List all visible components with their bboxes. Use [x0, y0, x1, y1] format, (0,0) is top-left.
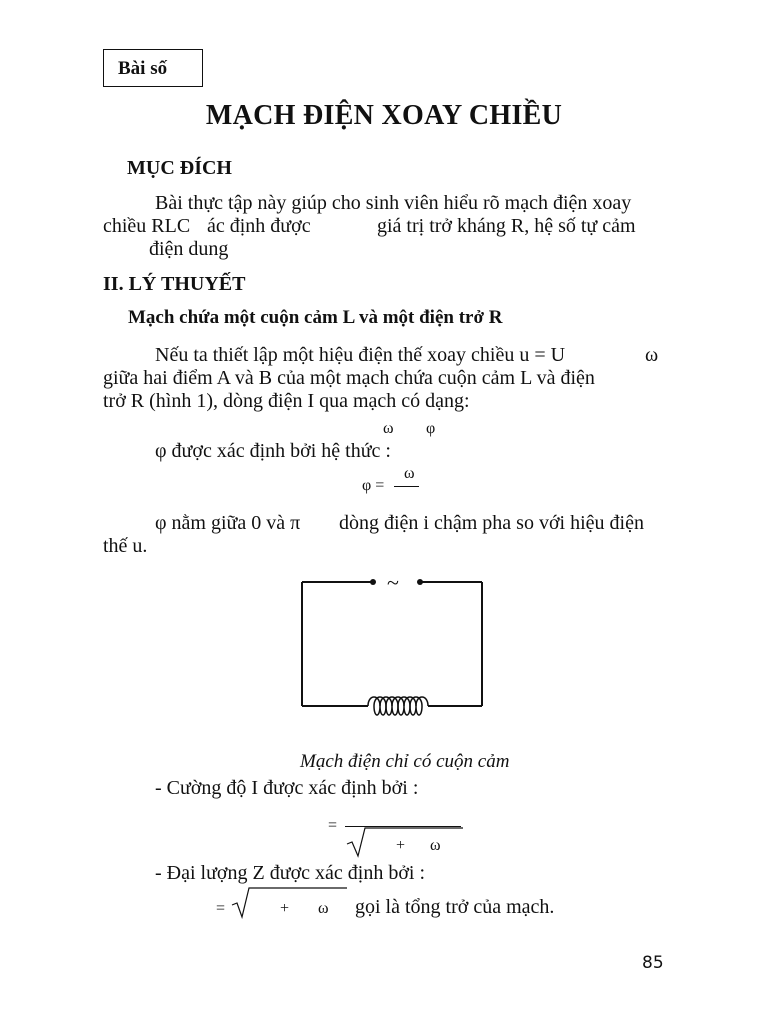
purpose-line-2c: giá trị trở kháng R, hệ số tự cảm — [377, 215, 636, 237]
page-number: 85 — [642, 953, 664, 973]
current-eq-plus: + — [396, 837, 406, 854]
figure-caption: Mạch điện chỉ có cuộn cảm — [300, 751, 510, 772]
eq1-omega: ω — [383, 420, 394, 437]
impedance-eq-equals: = — [216, 900, 226, 917]
impedance-eq-omega: ω — [318, 900, 329, 917]
purpose-line-3: điện dung — [149, 238, 229, 260]
phi-definition-line: φ được xác định bởi hệ thức : — [155, 440, 391, 462]
eq2-numerator: ω — [404, 465, 415, 482]
theory-p1-line-3: trở R (hình 1), dòng điện I qua mạch có dạng: — [103, 390, 470, 412]
current-eq-equals: = — [328, 817, 338, 834]
impedance-line: - Đại lượng Z được xác định bởi : — [155, 862, 426, 884]
eq1-phi: φ — [426, 420, 436, 437]
current-line: - Cường độ I được xác định bởi : — [155, 777, 419, 799]
theory-p2-line-1a: φ nằm giữa 0 và π — [155, 512, 301, 534]
lesson-label: Bài số — [118, 58, 168, 79]
theory-p2-line-1b: dòng điện i chậm pha so với hiệu điện — [339, 512, 644, 534]
purpose-heading: MỤC ĐÍCH — [127, 157, 232, 179]
inductor-coil — [368, 697, 428, 715]
purpose-line-1: Bài thực tập này giúp cho sinh viên hiểu rõ mạch điện xoay — [155, 192, 632, 214]
impedance-tail: gọi là tổng trở của mạch. — [355, 896, 555, 918]
lesson-label-box — [103, 49, 203, 87]
purpose-line-2a: chiều RLC — [103, 215, 191, 237]
theory-subheading: Mạch chứa một cuộn cảm L và một điện trở R — [128, 307, 503, 328]
theory-p1-line-2: giữa hai điểm A và B của một mạch chứa cuộn cảm L và điện — [103, 367, 595, 389]
theory-p1-line-1a: Nếu ta thiết lập một hiệu điện thế xoay chiều u = U — [155, 344, 566, 366]
page-title: MẠCH ĐIỆN XOAY CHIỀU — [205, 100, 563, 131]
eq2-lhs: φ = — [362, 477, 385, 494]
theory-heading: II. LÝ THUYẾT — [103, 273, 246, 295]
current-eq-omega: ω — [430, 837, 441, 854]
ac-source-symbol: ~ — [387, 570, 399, 595]
impedance-eq-radical — [230, 885, 350, 919]
theory-p2-line-2: thế u. — [103, 535, 148, 557]
impedance-eq-plus: + — [280, 900, 290, 917]
eq2-fraction-bar — [394, 486, 419, 487]
theory-p1-line-1b: ω — [645, 344, 659, 366]
purpose-line-2b: ác định được — [207, 215, 311, 237]
